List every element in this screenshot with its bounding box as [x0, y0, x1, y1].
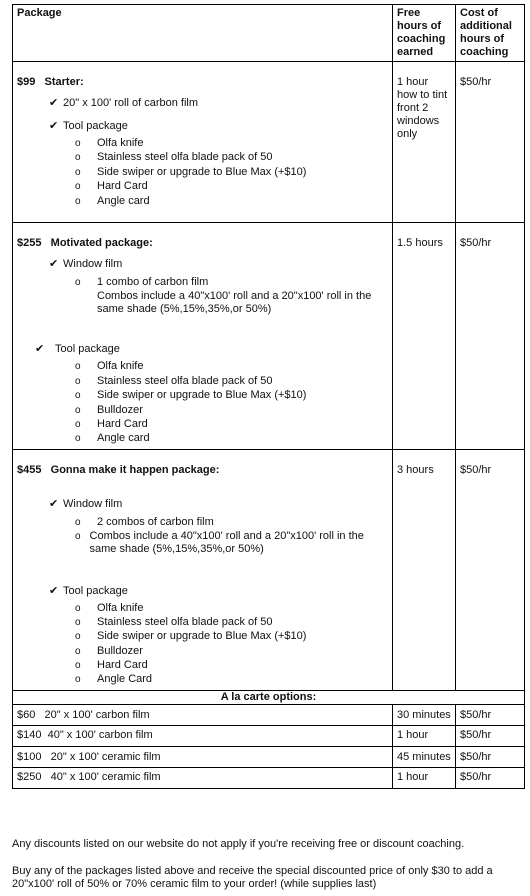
bullet-icon: o	[75, 195, 81, 207]
package-row-starter	[13, 62, 525, 223]
bullet-icon: o	[75, 531, 81, 543]
package-title	[17, 237, 388, 250]
tool-check-item	[49, 120, 388, 133]
list-item: o Stainless steel olfa blade pack of 50	[75, 615, 273, 628]
list-item: o Angle Card	[75, 673, 153, 686]
list-item: o Angle card	[75, 432, 150, 445]
free-hours-cell: 3 hours	[393, 449, 456, 690]
list-item: o Stainless steel olfa blade pack of 50	[75, 151, 273, 164]
checkmark-icon: ✔	[49, 497, 59, 510]
combo-note: Combos include a 40"x100' roll and a 20"x100' roll in the same shade (5%,15%,35%,or 50%)	[97, 290, 372, 316]
a-la-carte-cost: $50/hr	[456, 725, 525, 746]
package-name: Gonna make it happen package:	[50, 463, 220, 476]
bullet-icon: o	[75, 602, 81, 614]
list-item: o Bulldozer	[75, 403, 143, 416]
list-item: o Side swiper or upgrade to Blue Max (+$10)	[75, 630, 307, 643]
checkmark-icon: ✔	[49, 120, 59, 132]
package-title	[17, 76, 388, 89]
cost-cell: $50/hr	[456, 62, 525, 223]
film-label: Window film	[63, 258, 123, 270]
tool-check-item	[49, 585, 388, 598]
a-la-carte-item: $60 20" x 100' carbon film	[13, 704, 393, 725]
bullet-icon: o	[75, 404, 81, 416]
checkmark-icon: ✔	[49, 97, 59, 109]
package-price: $255	[17, 237, 42, 249]
tool-label: Tool package	[63, 120, 128, 132]
bullet-icon: o	[75, 138, 81, 149]
package-price: $455	[17, 463, 42, 476]
package-row-gonna-make-it-happen	[13, 449, 525, 690]
a-la-carte-free: 45 minutes	[393, 746, 456, 767]
a-la-carte-item: $140 40" x 100' carbon film	[13, 725, 393, 746]
bullet-icon: o	[75, 616, 81, 628]
bullet-icon: o	[75, 181, 81, 193]
bullet-icon: o	[75, 361, 81, 373]
header-package: Package	[13, 5, 393, 62]
cost-cell: $50/hr	[456, 449, 525, 690]
bullet-icon: o	[75, 631, 81, 643]
tool-check-item	[35, 343, 388, 356]
list-item: o Hard Card	[75, 180, 148, 193]
a-la-carte-item: $250 40" x 100' ceramic film	[13, 767, 393, 788]
package-cell	[13, 223, 393, 450]
bullet-icon: o	[75, 660, 81, 672]
list-item: o Bulldozer	[75, 644, 143, 657]
tool-label: Tool package	[63, 584, 128, 597]
list-item: o Combos include a 40"x100' roll and a 20"x100' roll in the same shade (5%,15%,35%,or 50%)	[75, 530, 364, 556]
table-row	[13, 704, 525, 725]
a-la-carte-title: A la carte options:	[13, 690, 525, 704]
list-item: o 2 combos of carbon film	[75, 515, 214, 528]
film-label: Window film	[63, 497, 123, 510]
list-item: o 1 combo of carbon film	[75, 276, 209, 288]
bullet-icon: o	[75, 516, 81, 528]
package-table	[12, 4, 525, 789]
list-item: o Side swiper or upgrade to Blue Max (+$10)	[75, 389, 307, 402]
bullet-icon: o	[75, 277, 81, 288]
list-item: o Side swiper or upgrade to Blue Max (+$10)	[75, 165, 307, 178]
header-cost-additional: Cost of additional hours of coaching	[456, 5, 525, 62]
a-la-carte-header-row	[13, 690, 525, 704]
bullet-icon: o	[75, 418, 81, 430]
discount-note: Any discounts listed on our website do not apply if you're receiving free or discount coaching.	[12, 838, 465, 850]
header-free-hours: Free hours of coaching earned	[393, 5, 456, 62]
bullet-icon: o	[75, 390, 81, 402]
package-price: $99	[17, 76, 36, 88]
table-row	[13, 767, 525, 788]
a-la-carte-item: $100 20" x 100' ceramic film	[13, 746, 393, 767]
a-la-carte-cost: $50/hr	[456, 767, 525, 788]
checkmark-icon: ✔	[35, 343, 45, 356]
checkmark-icon: ✔	[49, 258, 59, 270]
free-hours-cell: 1 hour how to tint front 2 windows only	[393, 62, 456, 223]
table-row	[13, 725, 525, 746]
film-check-item	[49, 258, 388, 271]
film-check-item	[49, 97, 388, 110]
cost-cell: $50/hr	[456, 223, 525, 450]
list-item: o Olfa knife	[75, 601, 144, 614]
a-la-carte-free: 1 hour	[393, 725, 456, 746]
bullet-icon: o	[75, 674, 81, 686]
tool-label: Tool package	[55, 343, 120, 356]
package-cell	[13, 62, 393, 223]
package-title	[17, 464, 388, 477]
header-row	[13, 5, 525, 62]
ceramic-offer-note: Buy any of the packages listed above and receive the special discounted price of only $30 to add a 20"x100' roll of 50% or 70% ceramic film to your order! (while supplies last)	[12, 865, 493, 890]
table-row	[13, 746, 525, 767]
package-cell	[13, 449, 393, 690]
list-item: o Hard Card	[75, 417, 148, 430]
list-item: o Olfa knife	[75, 360, 144, 373]
checkmark-icon: ✔	[49, 584, 59, 597]
bullet-icon: o	[75, 645, 81, 657]
package-name: Starter:	[44, 76, 84, 88]
bullet-icon: o	[75, 166, 81, 178]
package-name: Motivated package:	[50, 237, 153, 249]
a-la-carte-free: 30 minutes	[393, 704, 456, 725]
bullet-icon: o	[75, 375, 81, 387]
film-label: 20" x 100' roll of carbon film	[63, 97, 199, 109]
bullet-icon: o	[75, 152, 81, 164]
a-la-carte-cost: $50/hr	[456, 746, 525, 767]
a-la-carte-cost: $50/hr	[456, 704, 525, 725]
package-row-motivated	[13, 223, 525, 450]
bullet-icon: o	[75, 433, 81, 445]
a-la-carte-free: 1 hour	[393, 767, 456, 788]
list-item: o Olfa knife	[75, 137, 144, 149]
list-item: o Angle card	[75, 194, 150, 207]
film-check-item	[49, 498, 388, 511]
free-hours-cell: 1.5 hours	[393, 223, 456, 450]
list-item: o Hard Card	[75, 659, 148, 672]
list-item: o Stainless steel olfa blade pack of 50	[75, 374, 273, 387]
